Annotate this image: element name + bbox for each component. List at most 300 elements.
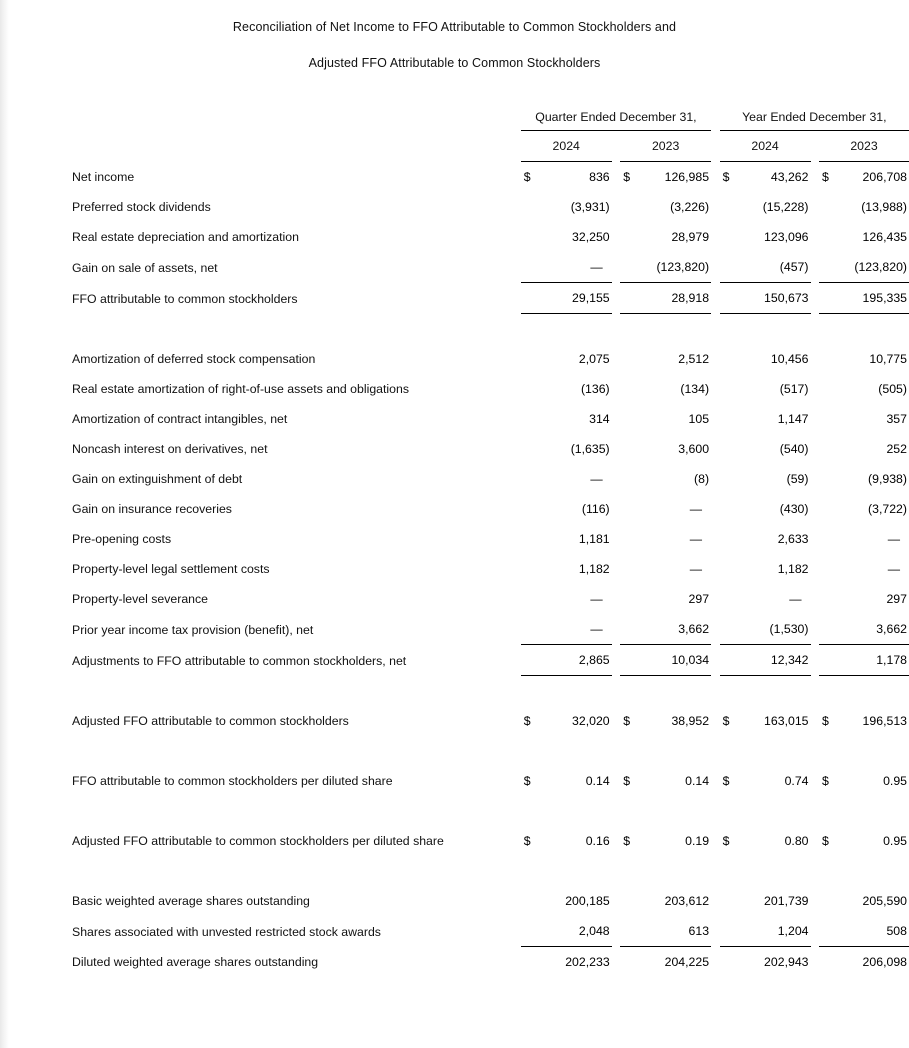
cell-value: (3,931) <box>570 200 610 214</box>
table-row <box>0 706 909 736</box>
cell-value: — <box>590 592 603 606</box>
cell-value: 32,250 <box>572 230 610 244</box>
cell-value: 126,435 <box>862 230 907 244</box>
column-gap <box>811 524 820 554</box>
cell-value: — <box>689 502 703 516</box>
currency-symbol: $ <box>822 834 829 848</box>
cell-value: 0.80 <box>784 834 809 848</box>
cell-value: 202,943 <box>764 955 809 969</box>
cell-value: 0.95 <box>883 834 907 848</box>
column-gap <box>612 404 621 434</box>
cell-value: 204,225 <box>664 955 710 969</box>
currency-symbol <box>620 554 644 584</box>
header-gap <box>811 131 820 162</box>
cell-value: 0.19 <box>685 834 710 848</box>
cell-value: (1,530) <box>743 614 810 645</box>
column-gap <box>612 916 621 947</box>
table-row <box>0 645 909 676</box>
currency-symbol: $ <box>722 774 730 788</box>
row-label: Gain on insurance recoveries <box>72 502 232 516</box>
currency-symbol <box>620 886 644 916</box>
currency-symbol <box>819 374 843 404</box>
row-label: Real estate depreciation and amortization <box>72 230 299 244</box>
cell-value: 205,590 <box>862 894 907 908</box>
table-row <box>0 344 909 374</box>
column-gap <box>711 947 720 978</box>
cell-value: 1,147 <box>777 412 809 426</box>
header-spacer <box>0 131 521 162</box>
column-gap <box>711 374 720 404</box>
cell-value: (3,722) <box>868 502 907 516</box>
currency-symbol <box>819 645 843 676</box>
currency-symbol: $ <box>722 714 730 728</box>
column-gap <box>612 434 621 464</box>
currency-symbol <box>819 614 843 645</box>
cell-value: — <box>887 532 900 546</box>
cell-value: 10,456 <box>770 352 809 366</box>
currency-symbol <box>720 886 744 916</box>
row-label: Net income <box>72 170 135 184</box>
document-title <box>0 0 909 71</box>
cell-value: 150,673 <box>743 283 810 314</box>
header-gap <box>612 131 621 162</box>
column-gap <box>612 554 621 584</box>
column-gap <box>612 766 621 796</box>
currency-symbol <box>819 464 843 494</box>
currency-symbol <box>720 464 744 494</box>
cell-value: 10,775 <box>869 352 907 366</box>
currency-symbol <box>521 192 545 222</box>
currency-symbol <box>521 464 545 494</box>
row-label: Gain on extinguishment of debt <box>72 472 243 486</box>
row-label: Property-level severance <box>72 592 209 606</box>
currency-symbol <box>620 916 644 947</box>
table-row <box>0 283 909 314</box>
cell-value: 163,015 <box>764 714 809 728</box>
currency-symbol <box>521 554 545 584</box>
currency-symbol <box>521 252 545 283</box>
column-gap <box>711 706 720 736</box>
column-gap <box>711 434 720 464</box>
column-gap <box>811 192 820 222</box>
cell-value: (1,635) <box>570 442 610 456</box>
row-label: Adjustments to FFO attributable to common stockholders, net <box>72 653 407 668</box>
column-gap <box>711 344 720 374</box>
column-gap <box>811 464 820 494</box>
cell-value: 12,342 <box>743 645 810 676</box>
row-label: Diluted weighted average shares outstanding <box>72 955 319 969</box>
cell-value: 28,918 <box>644 283 711 314</box>
column-gap <box>811 162 820 193</box>
currency-symbol <box>521 283 545 314</box>
column-gap <box>711 826 720 856</box>
column-gap <box>811 404 820 434</box>
currency-symbol <box>521 614 545 645</box>
currency-symbol <box>720 614 744 645</box>
ffo-reconciliation-table <box>0 104 909 977</box>
table-body <box>0 162 909 978</box>
column-gap <box>612 584 621 614</box>
currency-symbol <box>720 252 744 283</box>
currency-symbol <box>521 916 545 947</box>
cell-value: 200,185 <box>565 894 610 908</box>
table-header <box>0 104 909 162</box>
column-group-quarter: Quarter Ended December 31, <box>521 104 711 131</box>
currency-symbol <box>720 434 744 464</box>
cell-value: 1,182 <box>578 562 610 576</box>
currency-symbol <box>521 645 545 676</box>
currency-symbol <box>620 464 644 494</box>
header-spacer <box>0 104 521 131</box>
currency-symbol: $ <box>822 714 829 728</box>
column-gap <box>612 192 621 222</box>
cell-value: 203,612 <box>664 894 710 908</box>
cell-value: — <box>689 532 703 546</box>
column-gap <box>612 614 621 645</box>
column-gap <box>612 886 621 916</box>
column-gap <box>612 947 621 978</box>
currency-symbol <box>819 344 843 374</box>
column-gap <box>711 162 720 193</box>
table-row <box>0 162 909 193</box>
spacer-row <box>0 856 909 886</box>
row-label: Real estate amortization of right-of-use assets and obligations <box>72 382 409 396</box>
column-gap <box>811 283 820 314</box>
column-gap <box>811 494 820 524</box>
column-gap <box>711 192 720 222</box>
currency-symbol: $ <box>523 170 531 184</box>
cell-value: (134) <box>680 382 710 396</box>
table-row <box>0 826 909 856</box>
column-gap <box>711 645 720 676</box>
table-row <box>0 404 909 434</box>
currency-symbol <box>819 222 843 252</box>
column-gap <box>612 374 621 404</box>
column-gap <box>711 584 720 614</box>
cell-value: 3,662 <box>843 614 909 645</box>
cell-value: 196,513 <box>862 714 907 728</box>
row-label: Noncash interest on derivatives, net <box>72 442 268 456</box>
column-gap <box>811 947 820 978</box>
row-label: Property-level legal settlement costs <box>72 562 270 576</box>
cell-value: (59) <box>786 472 809 486</box>
cell-value: 613 <box>644 916 711 947</box>
cell-value: 0.14 <box>585 774 610 788</box>
currency-symbol <box>620 584 644 614</box>
cell-value: 195,335 <box>843 283 909 314</box>
table-row <box>0 374 909 404</box>
table-row <box>0 614 909 645</box>
column-gap <box>811 706 820 736</box>
cell-value: — <box>544 252 611 283</box>
cell-value: 10,034 <box>644 645 711 676</box>
currency-symbol <box>620 434 644 464</box>
column-gap <box>811 344 820 374</box>
cell-value: 206,098 <box>862 955 907 969</box>
cell-value: 29,155 <box>544 283 611 314</box>
column-gap <box>612 524 621 554</box>
cell-value: 314 <box>589 412 610 426</box>
cell-value: 1,182 <box>777 562 809 576</box>
cell-value: 202,233 <box>565 955 610 969</box>
column-gap <box>711 283 720 314</box>
cell-value: 1,178 <box>843 645 909 676</box>
currency-symbol: $ <box>523 834 531 848</box>
column-gap <box>612 706 621 736</box>
row-label: Pre-opening costs <box>72 532 172 546</box>
spacer-cell <box>0 856 909 886</box>
cell-value: 32,020 <box>572 714 610 728</box>
currency-symbol <box>620 222 644 252</box>
spacer-row <box>0 314 909 345</box>
cell-value: — <box>689 562 703 576</box>
currency-symbol <box>521 886 545 916</box>
currency-symbol <box>521 344 545 374</box>
currency-symbol: $ <box>722 170 730 184</box>
currency-symbol <box>521 374 545 404</box>
currency-symbol <box>521 434 545 464</box>
column-header-y-2023: 2023 <box>819 131 909 162</box>
currency-symbol: $ <box>623 774 631 788</box>
currency-symbol: $ <box>523 774 531 788</box>
currency-symbol <box>620 192 644 222</box>
cell-value: — <box>590 472 603 486</box>
spacer-row <box>0 736 909 766</box>
title-line-1: Reconciliation of Net Income to FFO Attributable to Common Stockholders and <box>232 20 677 34</box>
table-row <box>0 192 909 222</box>
column-header-y-2024: 2024 <box>720 131 811 162</box>
row-label: Shares associated with unvested restricted stock awards <box>72 924 381 939</box>
row-label: Prior year income tax provision (benefit), net <box>72 622 314 637</box>
row-label: Amortization of contract intangibles, net <box>72 412 288 426</box>
currency-symbol <box>819 404 843 434</box>
column-gap <box>612 283 621 314</box>
spacer-cell <box>0 314 909 345</box>
cell-value: 1,204 <box>743 916 810 947</box>
spacer-cell <box>0 796 909 826</box>
table-row <box>0 494 909 524</box>
cell-value: 297 <box>886 592 907 606</box>
currency-symbol <box>521 524 545 554</box>
currency-symbol <box>819 524 843 554</box>
cell-value: (517) <box>779 382 809 396</box>
cell-value: 2,512 <box>678 352 710 366</box>
currency-symbol <box>620 614 644 645</box>
column-gap <box>612 494 621 524</box>
column-group-year: Year Ended December 31, <box>720 104 909 131</box>
column-gap <box>811 584 820 614</box>
currency-symbol <box>720 554 744 584</box>
column-gap <box>711 464 720 494</box>
currency-symbol <box>720 584 744 614</box>
cell-value: 357 <box>886 412 907 426</box>
cell-value: (505) <box>878 382 907 396</box>
cell-value: (13,988) <box>861 200 907 214</box>
cell-value: 43,262 <box>770 170 809 184</box>
column-gap <box>612 222 621 252</box>
column-gap <box>811 374 820 404</box>
currency-symbol <box>521 584 545 614</box>
currency-symbol <box>521 404 545 434</box>
cell-value: (457) <box>743 252 810 283</box>
cell-value: (9,938) <box>868 472 907 486</box>
cell-value: 508 <box>843 916 909 947</box>
column-gap <box>711 916 720 947</box>
cell-value: 0.95 <box>883 774 907 788</box>
currency-symbol: $ <box>523 714 531 728</box>
row-label: FFO attributable to common stockholders <box>72 291 298 306</box>
column-gap <box>811 886 820 916</box>
column-gap <box>811 554 820 584</box>
column-gap <box>711 222 720 252</box>
row-label: Preferred stock dividends <box>72 200 211 214</box>
table-row <box>0 886 909 916</box>
column-gap <box>711 614 720 645</box>
table-row <box>0 222 909 252</box>
table-row <box>0 524 909 554</box>
table-row <box>0 584 909 614</box>
column-year-header-row <box>0 131 909 162</box>
table-row <box>0 252 909 283</box>
cell-value: 2,865 <box>544 645 611 676</box>
row-label: Adjusted FFO attributable to common stockholders <box>72 714 349 728</box>
cell-value: 836 <box>589 170 610 184</box>
spacer-row <box>0 796 909 826</box>
cell-value: 206,708 <box>862 170 907 184</box>
currency-symbol <box>620 524 644 554</box>
currency-symbol <box>819 886 843 916</box>
table-row <box>0 434 909 464</box>
cell-value: 1,181 <box>578 532 610 546</box>
currency-symbol: $ <box>822 170 829 184</box>
cell-value: (116) <box>581 502 610 516</box>
cell-value: (430) <box>779 502 809 516</box>
currency-symbol <box>620 344 644 374</box>
currency-symbol <box>620 645 644 676</box>
currency-symbol <box>521 494 545 524</box>
currency-symbol <box>620 374 644 404</box>
column-gap <box>711 766 720 796</box>
cell-value: 3,662 <box>644 614 711 645</box>
column-gap <box>711 886 720 916</box>
cell-value: 297 <box>688 592 710 606</box>
currency-symbol: $ <box>822 774 829 788</box>
column-group-header-row <box>0 104 909 131</box>
currency-symbol: $ <box>722 834 730 848</box>
column-gap <box>612 826 621 856</box>
column-gap <box>711 524 720 554</box>
cell-value: (8) <box>694 472 710 486</box>
cell-value: (15,228) <box>762 200 809 214</box>
table-row <box>0 947 909 978</box>
cell-value: — <box>887 562 900 576</box>
currency-symbol <box>819 584 843 614</box>
cell-value: 38,952 <box>671 714 710 728</box>
row-label: FFO attributable to common stockholders per diluted share <box>72 774 393 788</box>
currency-symbol <box>720 222 744 252</box>
currency-symbol <box>720 645 744 676</box>
column-gap <box>612 645 621 676</box>
currency-symbol <box>819 283 843 314</box>
currency-symbol: $ <box>623 170 631 184</box>
row-label: Amortization of deferred stock compensation <box>72 352 316 366</box>
currency-symbol <box>620 404 644 434</box>
currency-symbol <box>720 192 744 222</box>
table-row <box>0 464 909 494</box>
column-gap <box>811 434 820 464</box>
cell-value: 201,739 <box>764 894 809 908</box>
cell-value: 28,979 <box>671 230 710 244</box>
table-row <box>0 554 909 584</box>
column-gap <box>811 916 820 947</box>
spacer-cell <box>0 676 909 707</box>
table-row <box>0 766 909 796</box>
spacer-row <box>0 676 909 707</box>
column-gap <box>612 162 621 193</box>
cell-value: 0.16 <box>585 834 610 848</box>
table-row <box>0 916 909 947</box>
column-gap <box>711 404 720 434</box>
currency-symbol <box>720 374 744 404</box>
column-gap <box>811 766 820 796</box>
column-gap <box>711 554 720 584</box>
column-gap <box>811 614 820 645</box>
column-header-q-2023: 2023 <box>620 131 711 162</box>
cell-value: (136) <box>580 382 610 396</box>
cell-value: 123,096 <box>764 230 809 244</box>
cell-value: 0.14 <box>685 774 710 788</box>
row-label: Gain on sale of assets, net <box>72 260 218 275</box>
column-header-q-2024: 2024 <box>521 131 612 162</box>
column-gap <box>612 464 621 494</box>
currency-symbol <box>720 494 744 524</box>
currency-symbol <box>819 434 843 464</box>
currency-symbol <box>819 252 843 283</box>
column-gap <box>811 222 820 252</box>
currency-symbol <box>720 283 744 314</box>
cell-value: (123,820) <box>644 252 711 283</box>
currency-symbol <box>620 283 644 314</box>
column-gap <box>711 494 720 524</box>
currency-symbol <box>720 947 744 978</box>
cell-value: 126,985 <box>664 170 710 184</box>
column-gap <box>612 344 621 374</box>
cell-value: 0.74 <box>784 774 809 788</box>
cell-value: 2,633 <box>777 532 809 546</box>
column-gap <box>711 252 720 283</box>
currency-symbol: $ <box>623 714 631 728</box>
currency-symbol <box>521 947 545 978</box>
cell-value: (540) <box>779 442 809 456</box>
currency-symbol <box>620 252 644 283</box>
cell-value: 3,600 <box>678 442 710 456</box>
column-gap <box>811 826 820 856</box>
currency-symbol <box>620 947 644 978</box>
cell-value: (3,226) <box>670 200 710 214</box>
currency-symbol <box>521 222 545 252</box>
row-label: Adjusted FFO attributable to common stockholders per diluted share <box>72 834 444 848</box>
currency-symbol <box>819 554 843 584</box>
row-label: Basic weighted average shares outstanding <box>72 894 310 908</box>
cell-value: 2,048 <box>544 916 611 947</box>
spacer-cell <box>0 736 909 766</box>
currency-symbol <box>720 404 744 434</box>
cell-value: — <box>789 592 802 606</box>
cell-value: — <box>544 614 611 645</box>
currency-symbol <box>819 916 843 947</box>
header-gap <box>711 131 720 162</box>
currency-symbol <box>720 344 744 374</box>
